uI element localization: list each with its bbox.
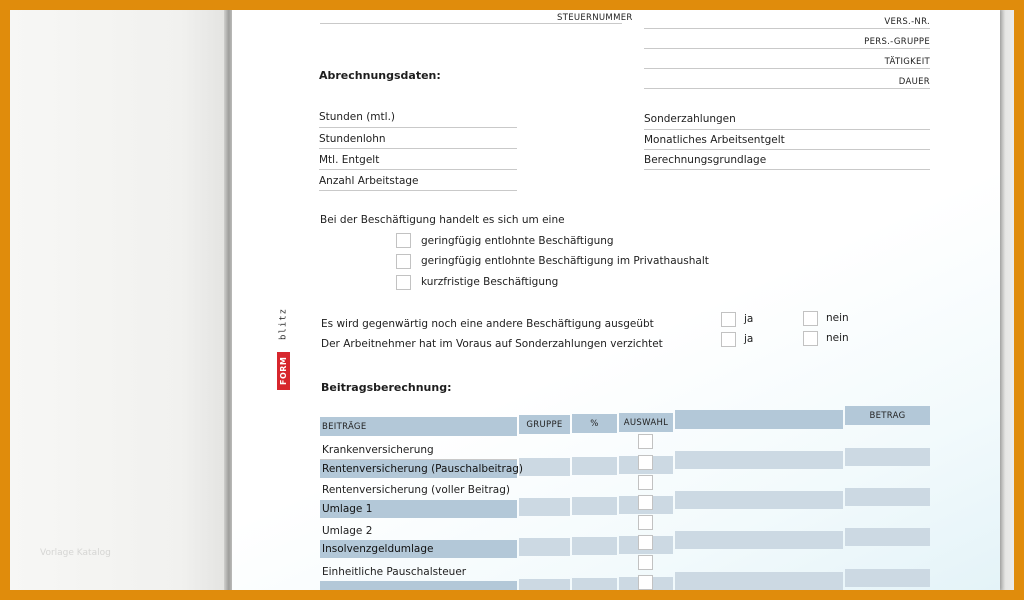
frage2-nein-label: nein — [826, 332, 849, 344]
row-krankenversicherung-checkbox[interactable] — [638, 434, 653, 449]
row-umlage2-checkbox[interactable] — [638, 515, 653, 530]
row-cell[interactable] — [675, 531, 843, 549]
row-insolvenzgeld-checkbox[interactable] — [638, 535, 653, 550]
row-cell[interactable] — [675, 572, 843, 590]
form-document — [232, 10, 1000, 590]
option-privathaushalt-label: geringfügig entlohnte Beschäftigung im Privathaushalt — [421, 255, 709, 267]
row-cell[interactable] — [845, 569, 930, 587]
row-umlage1-checkbox[interactable] — [638, 495, 653, 510]
arbeitstage-label: Anzahl Arbeitstage — [319, 175, 419, 187]
row-cell[interactable] — [675, 491, 843, 509]
logo-red-text: FORM — [277, 352, 290, 390]
watermark: Vorlage Katalog — [40, 548, 111, 558]
stundenlohn-label: Stundenlohn — [319, 133, 386, 145]
steuernummer-label: STEUERNUMMER — [557, 13, 633, 23]
frage1-nein-label: nein — [826, 312, 849, 324]
row-rv-voll-label: Rentenversicherung (voller Beitrag) — [322, 484, 510, 496]
dauer-label: DAUER — [898, 77, 930, 87]
berechnungsgrundlage-label: Berechnungsgrundlage — [644, 154, 767, 166]
row-pauschalsteuer-checkbox[interactable] — [638, 555, 653, 570]
stunden-label: Stunden (mtl.) — [319, 111, 396, 123]
frage-sonderzahlungen-verzicht: Der Arbeitnehmer hat im Voraus auf Sonderzahlungen verzichtet — [321, 338, 663, 350]
abrechnung-title: Abrechnungsdaten: — [319, 69, 441, 82]
beitrag-table — [232, 10, 1000, 590]
row-rv-pauschal-label: Rentenversicherung (Pauschalbeitrag) — [322, 463, 524, 475]
logo-dark-text: blitz — [278, 307, 289, 341]
row-cell[interactable] — [845, 528, 930, 546]
frage1-ja-label: ja — [744, 313, 754, 325]
screenshot-stage — [10, 10, 1014, 590]
row-cell[interactable] — [845, 488, 930, 506]
row-pauschalsteuer-label: Einheitliche Pauschalsteuer — [322, 566, 467, 578]
pers-gruppe-label: PERS.-GRUPPE — [864, 37, 930, 47]
row-band — [320, 581, 517, 590]
row-cell[interactable] — [845, 448, 930, 466]
row-rv-pauschal-checkbox[interactable] — [638, 455, 653, 470]
row-rv-voll-checkbox[interactable] — [638, 475, 653, 490]
beschaeftigung-intro: Bei der Beschäftigung handelt es sich um eine — [320, 214, 565, 226]
row-cell[interactable] — [675, 451, 843, 469]
frage-andere-beschaeftigung: Es wird gegenwärtig noch eine andere Beschäftigung ausgeübt — [321, 318, 654, 330]
col-betrag-header: BETRAG — [845, 406, 930, 425]
row-cell[interactable] — [572, 537, 617, 555]
right-page-edge — [1000, 10, 1014, 590]
option-kurzfristig-label: kurzfristige Beschäftigung — [421, 276, 559, 288]
left-page — [10, 10, 224, 590]
row-partial-checkbox[interactable] — [638, 575, 653, 590]
col-beitraege-header: BEITRÄGE — [320, 417, 517, 436]
row-cell[interactable] — [519, 579, 570, 590]
frage2-ja-label: ja — [744, 333, 754, 345]
col-auswahl-header: AUSWAHL — [619, 413, 673, 432]
option-geringfuegig-label: geringfügig entlohnte Beschäftigung — [421, 235, 614, 247]
row-cell[interactable] — [572, 497, 617, 515]
col-prozent-header: % — [572, 414, 617, 433]
row-cell[interactable] — [572, 578, 617, 590]
sonderzahlungen-label: Sonderzahlungen — [644, 113, 736, 125]
col-gruppe-header: GRUPPE — [519, 415, 570, 434]
row-cell[interactable] — [519, 458, 570, 476]
arbeitsentgelt-label: Monatliches Arbeitsentgelt — [644, 134, 785, 146]
beitrag-title: Beitragsberechnung: — [321, 381, 452, 394]
mtl-entgelt-label: Mtl. Entgelt — [319, 154, 380, 166]
taetigkeit-label: TÄTIGKEIT — [884, 57, 930, 67]
row-cell[interactable] — [519, 538, 570, 556]
row-cell[interactable] — [572, 457, 617, 475]
vers-nr-label: VERS.-NR. — [884, 17, 930, 27]
col-blank-header — [675, 410, 843, 429]
row-insolvenzgeld-label: Insolvenzgeldumlage — [322, 543, 434, 555]
row-krankenversicherung-label: Krankenversicherung — [322, 444, 434, 456]
page-binding-gap — [224, 10, 232, 590]
row-umlage2-label: Umlage 2 — [322, 525, 373, 537]
row-cell[interactable] — [519, 498, 570, 516]
row-umlage1-label: Umlage 1 — [322, 503, 373, 515]
